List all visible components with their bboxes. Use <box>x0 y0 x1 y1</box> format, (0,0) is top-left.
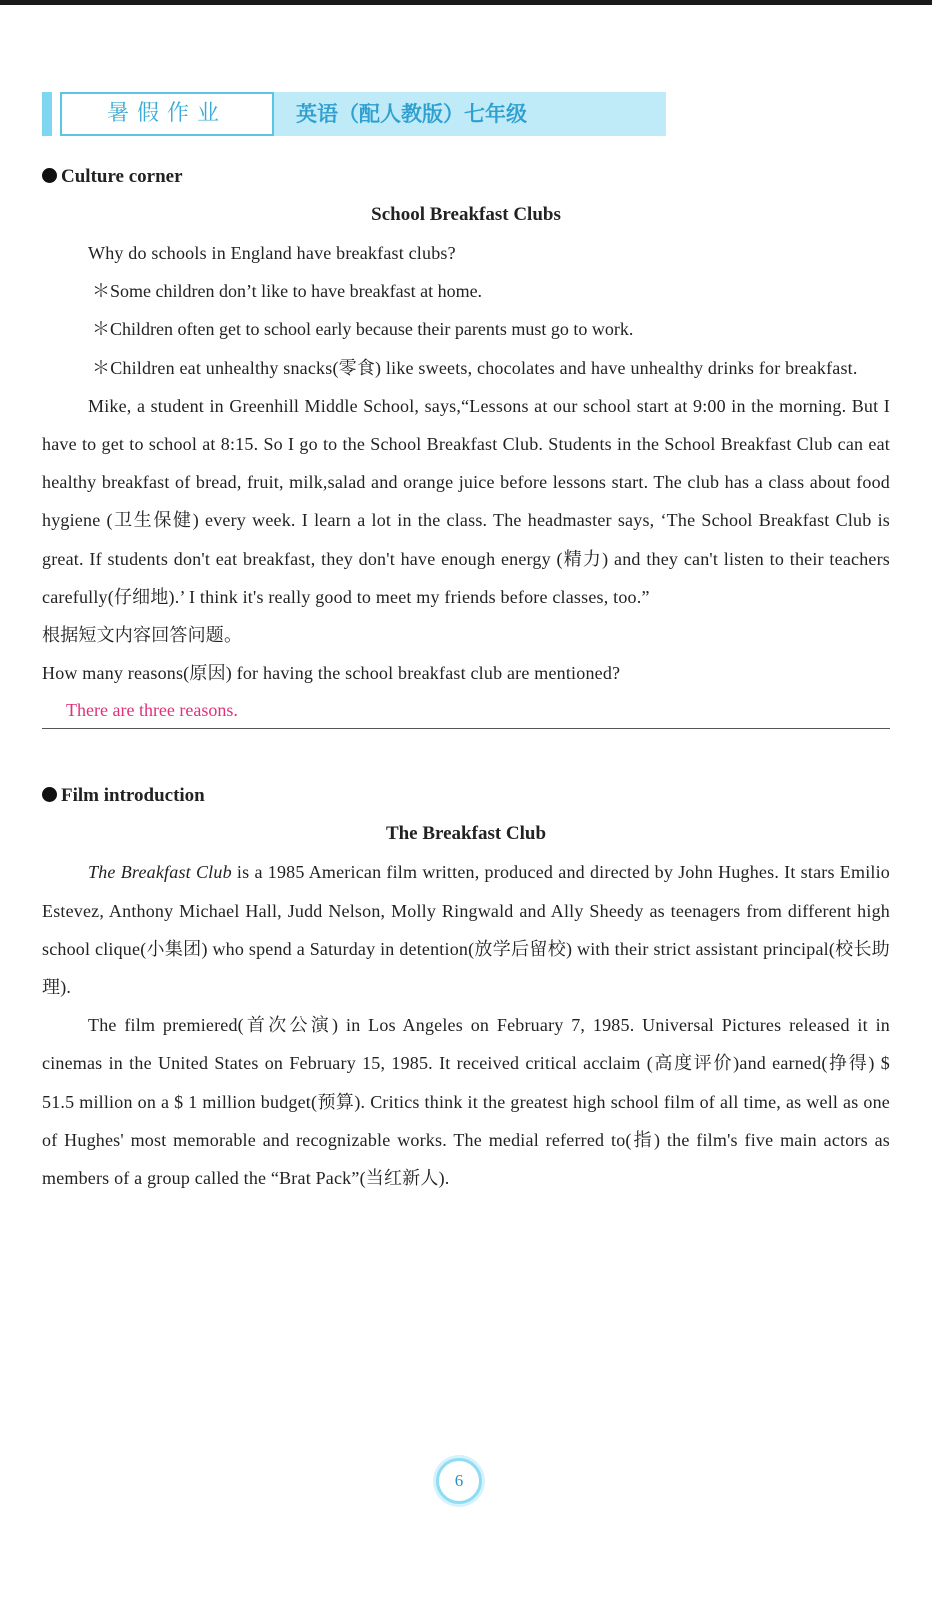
film-name-italic: The Breakfast Club <box>88 862 232 883</box>
page-content <box>42 158 890 1197</box>
reason-item: ＊Children often get to school early because their parents must go to work. <box>92 319 634 340</box>
film-title: The Breakfast Club <box>385 823 547 845</box>
article-title: School Breakfast Clubs <box>371 204 561 225</box>
header-series-label: 暑假作业 <box>60 92 274 136</box>
section-heading-text: Culture corner <box>61 166 183 187</box>
film-paragraph-1 <box>42 853 890 1006</box>
section-spacer <box>42 729 890 777</box>
reason-item: ＊Some children don’t like to have breakfast at home. <box>92 281 483 302</box>
bullet-icon <box>42 787 57 802</box>
bullet-icon <box>42 168 57 183</box>
answer-line: There are three reasons. <box>42 692 890 729</box>
film-paragraph-1-text: is a 1985 American film written, produced and directed by John Hughes. It stars Emilio Estevez, Anthony Michael Hall, Judd Nelson, Molly Ringwald and Ally Sheedy as teenagers from different high school clique(小集团) who spend a Saturday in detention(放学后留校) with their strict assistant principal(校长助理). <box>42 862 890 998</box>
article-paragraph: Mike, a student in Greenhill Middle School, says,“Lessons at our school start at 9:00 in the morning. But I have to get to school at 8:15. So I go to the School Breakfast Club. Students in the School Breakfast Club can eat healthy breakfast of bread, fruit, milk,salad and orange juice before lessons start. The club has a class about food hygiene (卫生保健) every week. I learn a lot in the class. The headmaster says, ‘The School Breakfast Club is great. If students don't eat breakfast, they don't have enough energy (精力) and they can't listen to their teachers carefully(仔细地).’ I think it's really good to meet my friends before classes, too.” <box>42 395 890 607</box>
exercise-question: How many reasons(原因) for having the school breakfast club are mentioned? <box>42 663 621 684</box>
section-heading-text: Film introduction <box>61 785 205 807</box>
film-paragraph-2: The film premiered(首次公演) in Los Angeles on February 7, 1985. Universal Pictures released it in cinemas in the United States on February 15, 1985. It received critical acclaim (高度评价)and earned(挣得) $ 51.5 million on a $ 1 million budget(预算). Critics think it the greatest high school film of all time, as well as one of Hughes' most memorable and recognizable works. The medial referred to(指) the film's five main actors as members of a group called the “Brat Pack”(当红新人). <box>42 1015 890 1189</box>
section-heading-film <box>42 777 890 815</box>
section-heading-culture <box>42 158 890 196</box>
top-border <box>0 0 932 5</box>
reason-item-text: ＊Children eat unhealthy snacks(零食) like sweets, chocolates and have unhealthy drinks for breakfast. <box>92 357 858 378</box>
header-accent-bar <box>42 92 52 136</box>
page-number: 6 <box>436 1458 482 1504</box>
header-subject-label: 英语（配人教版）七年级 <box>274 92 666 136</box>
reason-item <box>42 349 890 387</box>
article-question: Why do schools in England have breakfast clubs? <box>88 243 456 263</box>
page-header-banner <box>42 92 666 136</box>
exercise-instruction: 根据短文内容回答问题。 <box>42 625 243 646</box>
